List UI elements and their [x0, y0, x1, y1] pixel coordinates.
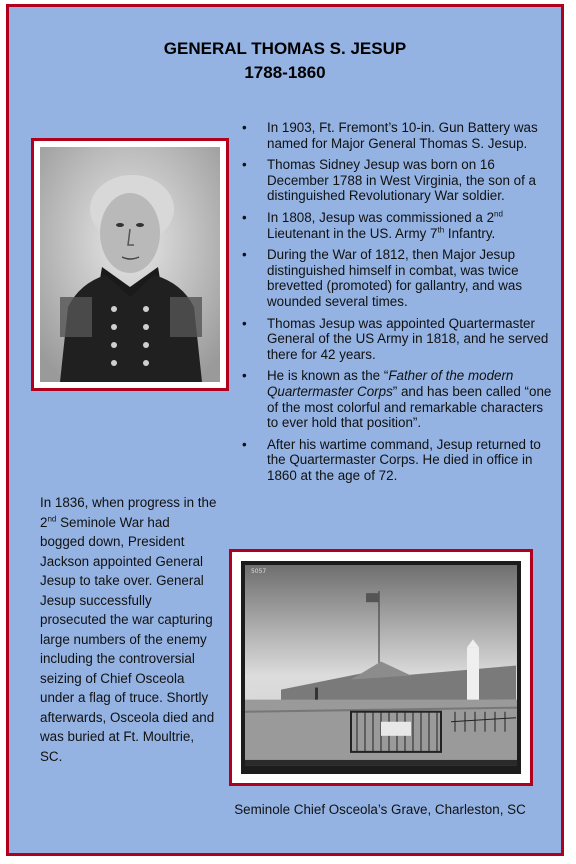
jesup-portrait-drawing [40, 147, 220, 382]
grave-photo [229, 549, 533, 786]
text-run: In 1836, when progress in the 2 [40, 495, 217, 530]
text-run: After his wartime command, Jesup returned to the Quartermaster Corps. He died in office in 1860 at the age of 72. [267, 436, 541, 483]
text-run: In 1808, Jesup was commissioned a 2 [267, 209, 495, 225]
bio-bullet-item [233, 120, 553, 151]
text-run: During the War of 1812, then Major Jesup distinguished himself in combat, was twice brevetted (promoted) for gallantry, and was wounded several times. [267, 247, 523, 309]
bio-bullet-item [233, 157, 553, 204]
superscript-text: nd [494, 209, 503, 219]
superscript-text: nd [47, 514, 57, 524]
text-run: Thomas Jesup was appointed Quartermaster General of the US Army in 1818, and he served there for 42 years. [267, 315, 549, 362]
seminole-war-paragraph [40, 493, 218, 766]
photo-caption: Seminole Chief Osceola’s Grave, Charleston, SC [234, 802, 526, 817]
superscript-text: th [437, 225, 445, 235]
bio-bullet-item [233, 210, 553, 241]
text-run: Lieutenant in the US. Army 7 [267, 225, 438, 241]
text-run: Infantry. [444, 225, 496, 241]
emphasis-text: Father of the modern Quartermaster Corps [267, 368, 514, 399]
bio-bullet-item [233, 437, 553, 484]
text-run: Thomas Sidney Jesup was born on 16 December 1788 in West Virginia, the son of a distinguished Revolutionary War soldier. [267, 157, 536, 204]
page-subtitle-dates: 1788-1860 [244, 63, 326, 82]
bio-bullet-item [233, 247, 553, 309]
bio-bullet-item [233, 316, 553, 363]
portrait-image [31, 138, 229, 391]
text-run: ” and has been called “one of the most colorful and remarkable characters to ever hold that position”. [267, 383, 552, 431]
bio-bullet-item [233, 368, 553, 430]
bio-bullet-list [233, 120, 553, 489]
text-run: Seminole War had bogged down, President Jackson appointed General Jesup to take over. General Jesup successfully prosecuted the war capturing large numbers of the enemy including the controversial seizing of Chief Osceola under a flag of truce. Shortly afterwards, Osceola died and was buried at Ft. Moultrie, SC. [40, 514, 215, 764]
osceola-grave-drawing [241, 561, 521, 774]
text-run: In 1903, Ft. Fremont’s 10-in. Gun Battery was named for Major General Thomas S. Jesup. [267, 120, 538, 151]
text-run: He is known as the “ [267, 368, 389, 384]
page-title: GENERAL THOMAS S. JESUP [163, 39, 407, 58]
photo-plate-number: 5057 [251, 568, 267, 576]
